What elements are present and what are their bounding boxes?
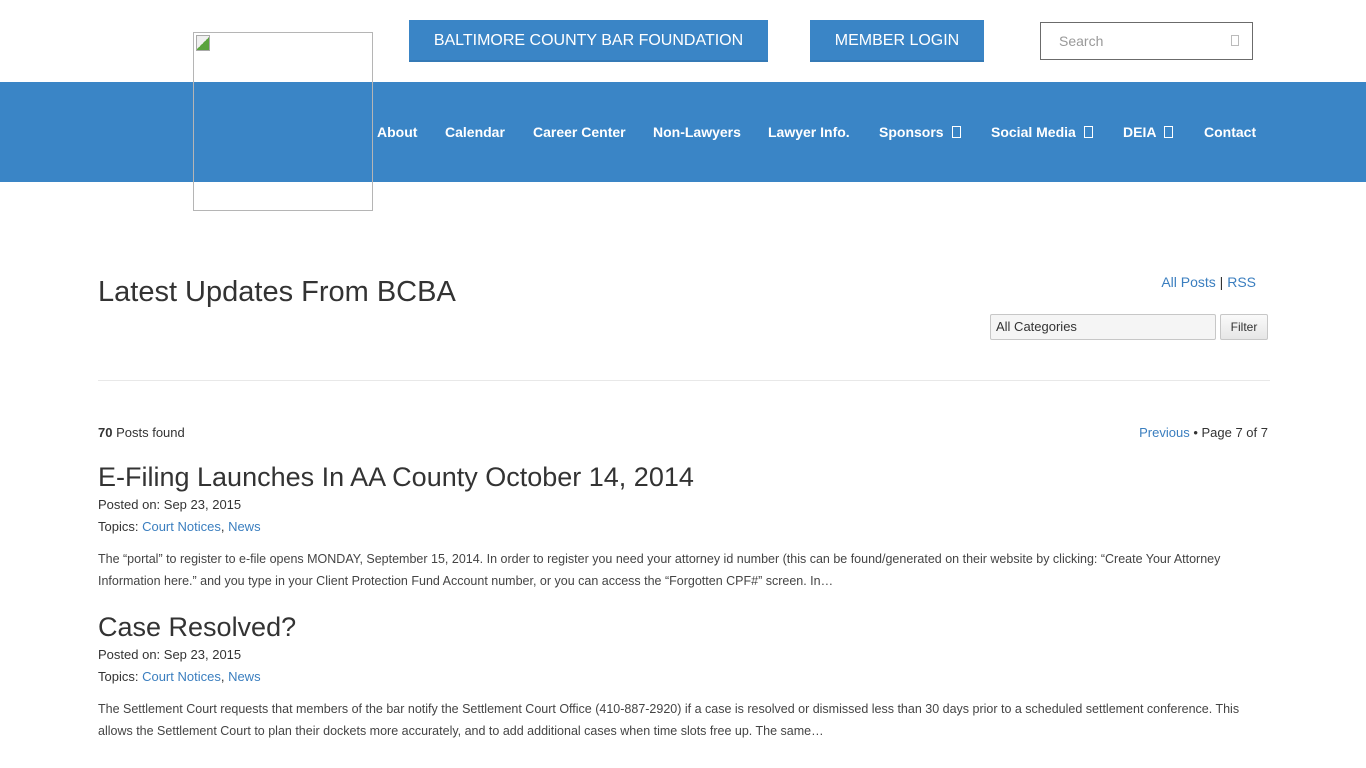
topic-link[interactable]: News [228,519,261,534]
all-posts-link[interactable]: All Posts [1161,274,1216,290]
link-separator: | [1219,274,1224,290]
dropdown-icon [1084,126,1093,138]
topic-link[interactable]: Court Notices [142,669,221,684]
search-input[interactable] [1041,23,1221,59]
post-links [1161,274,1256,290]
nav-label: Lawyer Info. [768,124,850,140]
nav-label: Sponsors [879,124,944,140]
rss-link[interactable]: RSS [1227,274,1256,290]
post-excerpt: The “portal” to register to e-file opens MONDAY, September 15, 2014. In order to register you need your attorney id number (this can be found/generated on their website by clicking: “Create Your Attorney Information here.” and you type in your Client Protection Fund Account number, or you can access the “Forgotten CPF#” screen. In… [98,552,1221,588]
topic-link[interactable]: News [228,669,261,684]
count-suffix: Posts found [112,425,185,440]
post-topics: Topics: Court Notices, News [98,519,261,534]
nav-item-social-media[interactable] [991,82,1093,182]
posted-label: Posted on: [98,497,164,512]
dropdown-icon [1164,126,1173,138]
page-title: Latest Updates From BCBA [98,276,456,308]
nav-item-lawyer-info[interactable] [768,82,850,182]
post-date [98,494,1270,516]
page-info: • Page 7 of 7 [1189,425,1268,440]
post-item [98,610,1270,742]
divider [98,380,1270,381]
pagination [1139,425,1268,440]
search-box [1040,22,1253,60]
member-login-button[interactable]: MEMBER LOGIN [810,20,984,62]
date-value: Sep 23, 2015 [163,497,242,512]
nav-label: Calendar [445,124,505,140]
nav-item-deia[interactable] [1123,82,1173,182]
broken-image-icon [196,35,210,51]
date-value: Sep 23, 2015 [163,647,242,662]
nav-label: Social Media [991,124,1076,140]
nav-label: Contact [1204,124,1257,140]
bar-foundation-button[interactable]: BALTIMORE COUNTY BAR FOUNDATION [409,20,768,62]
post-title[interactable]: E-Filing Launches In AA County October 14, 2014 [98,462,694,492]
nav-label: Career Center [533,124,626,140]
count-number: 70 [98,425,113,440]
topic-link[interactable]: Court Notices [142,519,221,534]
search-icon[interactable] [1231,35,1239,46]
nav-item-career-center[interactable] [533,82,626,182]
post-title[interactable]: Case Resolved? [98,612,297,642]
post-topics: Topics: Court Notices, News [98,669,261,684]
nav-label: About [377,124,418,140]
nav-item-sponsors[interactable] [879,82,961,182]
post-item [98,460,1270,592]
nav-label: DEIA [1123,124,1157,140]
nav-item-non-lawyers[interactable] [653,82,741,182]
post-excerpt: The Settlement Court requests that members of the bar notify the Settlement Court Office (410-887-2920) if a case is resolved or dismissed less than 30 days prior to a scheduled settlement conference. This allows the Settlement Court to plan their dockets more accurately, and to add additional cases when time slots free up. The same… [98,702,1240,738]
site-logo[interactable] [193,32,373,211]
nav-item-about[interactable] [377,82,417,182]
dropdown-icon [952,126,961,138]
posted-label: Posted on: [98,647,164,662]
post-date [98,644,1270,666]
previous-page-link[interactable]: Previous [1139,425,1190,440]
topics-label: Topics: [98,519,143,534]
posts-count [98,425,185,440]
filter-button[interactable]: Filter [1220,314,1268,340]
nav-label: Non-Lawyers [653,124,741,140]
nav-item-contact[interactable] [1204,82,1256,182]
category-select[interactable]: All Categories [990,314,1216,340]
topics-label: Topics: [98,669,143,684]
nav-item-calendar[interactable] [445,82,505,182]
